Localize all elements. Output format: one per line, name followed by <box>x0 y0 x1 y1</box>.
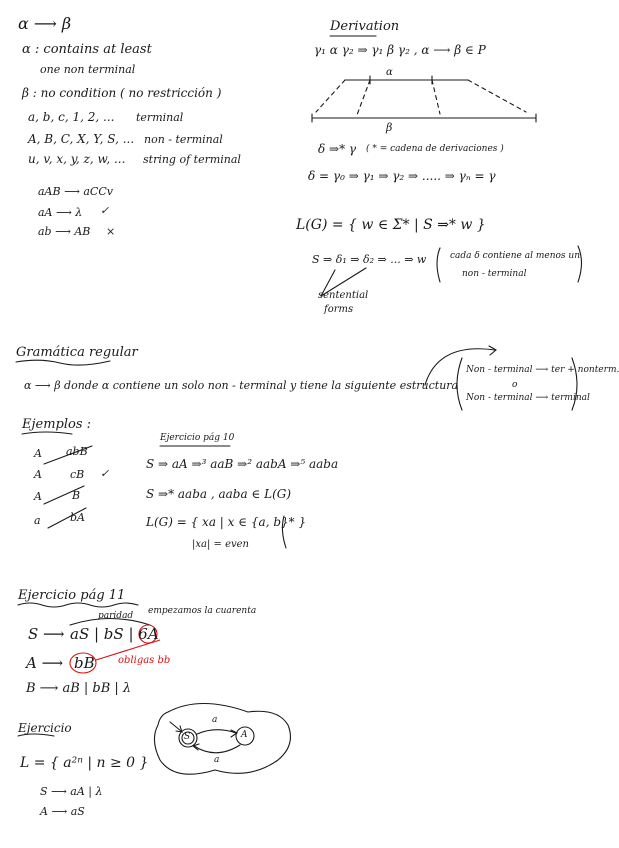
language-definition: L(G) = { w ∈ Σ* | S ⇒* w } <box>296 217 486 233</box>
nonterminals-letters: A, B, C, X, Y, S, ... <box>28 132 135 146</box>
structure-or: o <box>512 380 518 390</box>
rule-a-rhs: bB <box>74 654 95 672</box>
example-3-lhs: A <box>34 490 42 503</box>
example-2-lhs: A <box>34 468 42 481</box>
exercise11-title: Ejercicio pág 11 <box>18 588 126 603</box>
strings-letters: u, v, x, y, z, w, ... <box>28 152 126 166</box>
rule-a-lhs: A ⟶ <box>26 654 64 672</box>
derivation-title: Derivation <box>330 19 400 34</box>
obligas-bb-note: obligas bb <box>118 655 171 666</box>
sentential-label: sentential <box>318 290 369 301</box>
exercise-final-language: L = { a²ⁿ | n ≥ 0 } <box>20 755 149 771</box>
derivation-definition: γ₁ α γ₂ ⇒ γ₁ β γ₂ , α ⟶ β ∈ P <box>314 43 486 57</box>
exercise10-length: |xa| = even <box>192 539 250 550</box>
note-line-2: non - terminal <box>462 269 527 279</box>
example-4-lhs: a <box>34 514 41 527</box>
structure-line-2: Non - terminal ⟶ terminal <box>466 393 590 403</box>
example-4-rhs: bA <box>70 511 85 524</box>
header-example-1: aAB ⟶ aCCv <box>38 185 113 198</box>
beta-no-condition: β : no condition ( no restricción ) <box>22 86 222 100</box>
nonterminal-word: non - terminal <box>144 133 223 146</box>
example-1-rhs: abB <box>66 445 88 458</box>
star-note: ( * = cadena de derivaciones ) <box>366 144 504 154</box>
state-s-label: S <box>184 732 191 742</box>
note-empezamos: empezamos la cuarenta <box>148 606 257 616</box>
check-mark: ✓ <box>100 204 110 217</box>
rule-s-rhs: aS | bS | 6A <box>70 625 159 643</box>
state-a-label: A <box>241 730 248 740</box>
terminal-word: terminal <box>136 111 184 124</box>
regular-title-underline <box>16 360 110 365</box>
string-word: string of terminal <box>143 153 241 166</box>
edge-top-label: a <box>212 715 218 725</box>
alpha-contains: α : contains at least <box>22 42 152 57</box>
rule-s-lhs: S ⟶ <box>28 625 65 643</box>
header-example-2: aA ⟶ λ <box>38 206 83 219</box>
exercise10-derivation-2: S ⇒* aaba , aaba ∈ L(G) <box>146 487 292 501</box>
structure-line-1: Non - terminal ⟶ ter + nonterm. <box>466 365 619 375</box>
forms-label: forms <box>324 304 354 315</box>
edge-bottom-label: a <box>214 755 220 765</box>
example-3-rhs: B <box>72 489 81 502</box>
example-2-check: ✓ <box>100 467 110 480</box>
beta-label: β <box>386 121 393 134</box>
transition-s-a <box>197 730 236 734</box>
cross-mark: × <box>106 225 116 238</box>
transition-a-s <box>194 745 240 753</box>
header-example-3: ab ⟶ AB <box>38 225 91 238</box>
exercise-final-title: Ejercicio <box>18 721 72 735</box>
one-non-terminal: one non terminal <box>40 63 136 76</box>
regular-title: Gramática regular <box>16 345 138 360</box>
note-line-1: cada δ contiene al menos un <box>450 251 580 261</box>
exercise10-title: Ejercicio pág 10 <box>160 433 235 443</box>
regular-rule: α ⟶ β donde α contiene un solo non - terminal y tiene la siguiente estructura <box>24 379 459 392</box>
rule-b: B ⟶ aB | bB | λ <box>26 681 132 696</box>
alpha-label: α <box>386 67 393 78</box>
exercise-final-rule-1: S ⟶ aA | λ <box>40 785 103 798</box>
examples-title: Ejemplos : <box>22 417 92 432</box>
ex11-title-underline <box>18 603 138 607</box>
derivation-chain: δ = γ₀ ⇒ γ₁ ⇒ γ₂ ⇒ ..... ⇒ γₙ = γ <box>308 169 496 183</box>
terminals-letters: a, b, c, 1, 2, ... <box>28 110 115 124</box>
example-1-lhs: A <box>34 447 42 460</box>
star-derivation: δ ⇒* γ <box>318 142 357 156</box>
sentential-chain: S ⇒ δ₁ ⇒ δ₂ ⇒ ... ⇒ w <box>312 253 427 266</box>
exercise-final-rule-2: A ⟶ aS <box>40 805 85 818</box>
automaton-blob <box>154 704 290 775</box>
exercise10-language: L(G) = { xa | x ∈ {a, b}* } <box>146 515 307 529</box>
exercise10-derivation-1: S ⇒ aA ⇒³ aaB ⇒² aabA ⇒⁵ aaba <box>146 457 339 471</box>
example-2-rhs: cB <box>70 468 85 481</box>
note-paridad: paridad <box>98 611 134 621</box>
alpha-beta-rule: α ⟶ β <box>18 14 72 33</box>
